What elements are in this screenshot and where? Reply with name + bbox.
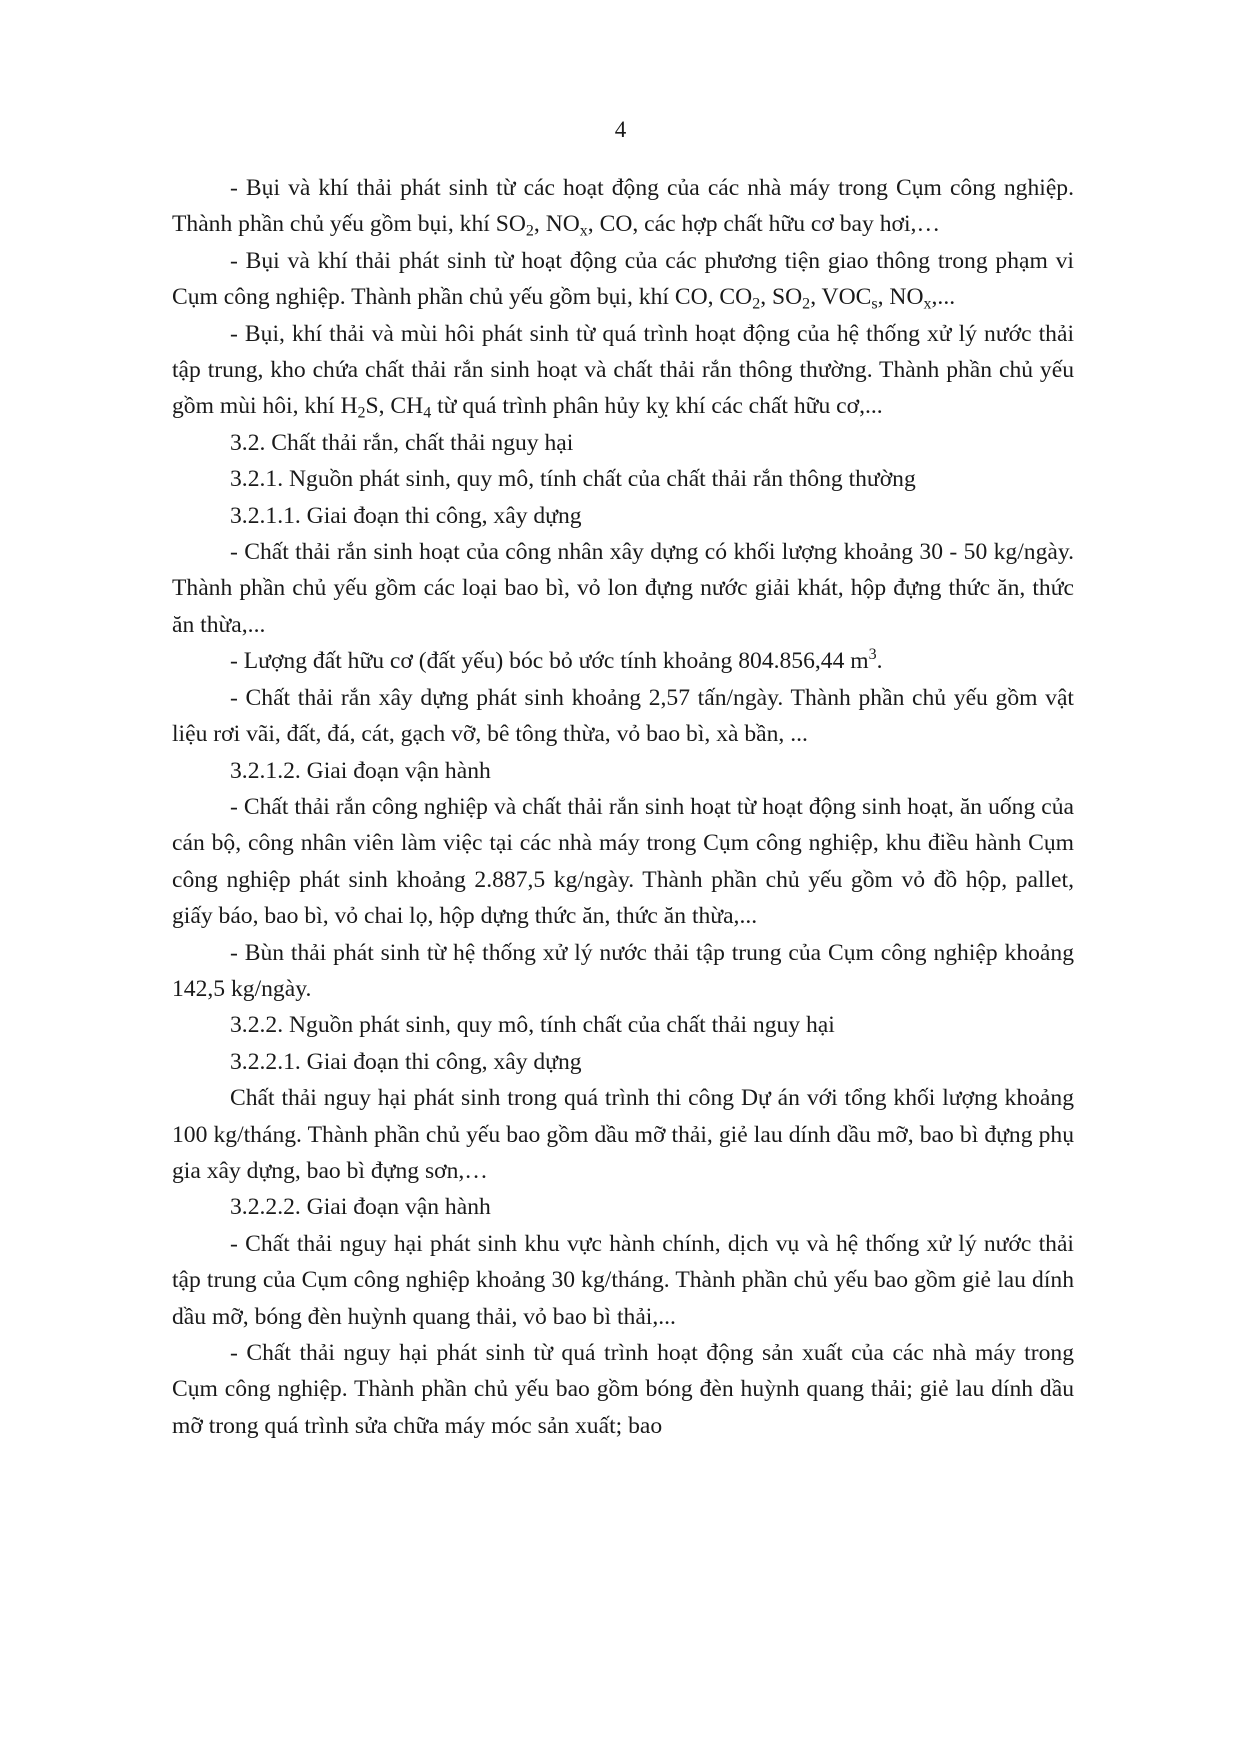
text-run: , SO	[760, 284, 803, 311]
text-run: , CO, các hợp chất hữu cơ bay hơi,…	[587, 211, 941, 238]
paragraph	[172, 170, 1074, 243]
text-run: .	[876, 648, 883, 675]
text-run: Chất thải nguy hại phát sinh trong quá trình thi công Dự án với tổng khối lượng khoảng 100 kg/tháng. Thành phần chủ yếu bao gồm dầu mỡ thải, giẻ lau dính dầu mỡ, bao bì đựng phụ gia xây dựng, bao bì đựng sơn,…	[172, 1085, 1074, 1184]
paragraph	[172, 1044, 1074, 1080]
subscript: x	[923, 295, 932, 313]
text-run: 3.2.2. Nguồn phát sinh, quy mô, tính chất của chất thải nguy hại	[230, 1012, 835, 1039]
paragraph	[172, 1080, 1074, 1189]
paragraph	[172, 1189, 1074, 1225]
text-run: , NO	[533, 211, 580, 238]
text-run: - Chất thải nguy hại phát sinh khu vực hành chính, dịch vụ và hệ thống xử lý nước thải tập trung của Cụm công nghiệp khoảng 30 kg/tháng. Thành phần chủ yếu bao gồm giẻ lau dính dầu mỡ, bóng đèn huỳnh quang thải, vỏ bao bì thải,...	[172, 1230, 1074, 1330]
text-run: - Bùn thải phát sinh từ hệ thống xử lý nước thải tập trung của Cụm công nghiệp khoảng 142,5 kg/ngày.	[172, 939, 1074, 1002]
text-run: từ quá trình phân hủy kỵ khí các chất hữu cơ,...	[431, 393, 883, 420]
subscript: 2	[802, 295, 811, 313]
text-run: S, CH	[365, 393, 424, 420]
subscript: 2	[752, 295, 761, 313]
text-run: - Bụi, khí thải và mùi hôi phát sinh từ quá trình hoạt động của hệ thống xử lý nước thải tập trung, kho chứa chất thải rắn sinh hoạt và chất thải rắn thông thường. Thành phần chủ yếu gồm mùi hôi, khí H	[172, 320, 1074, 420]
text-run: - Chất thải nguy hại phát sinh từ quá trình hoạt động sản xuất của các nhà máy trong Cụm công nghiệp. Thành phần chủ yếu bao gồm bóng đèn huỳnh quang thải; giẻ lau dính dầu mỡ trong quá trình sửa chữa máy móc sản xuất; bao	[172, 1340, 1074, 1439]
text-run: - Bụi và khí thải phát sinh từ các hoạt động của các nhà máy trong Cụm công nghiệp. Thành phần chủ yếu gồm bụi, khí SO	[172, 175, 1074, 238]
text-run: - Chất thải rắn công nghiệp và chất thải rắn sinh hoạt từ hoạt động sinh hoạt, ăn uống của cán bộ, công nhân viên làm việc tại các nhà máy trong Cụm công nghiệp, khu điều hành Cụm công nghiệp phát sinh khoảng 2.887,5 kg/ngày. Thành phần chủ yếu gồm vỏ đồ hộp, pallet, giấy báo, bao bì, vỏ chai lọ, hộp dựng thức ăn, thức ăn thừa,...	[172, 793, 1074, 930]
text-run: 3.2.1. Nguồn phát sinh, quy mô, tính chất của chất thải rắn thông thường	[230, 466, 916, 493]
text-run: - Chất thải rắn sinh hoạt của công nhân xây dựng có khối lượng khoảng 30 - 50 kg/ngày. Thành phần chủ yếu gồm các loại bao bì, vỏ lon đựng nước giải khát, hộp đựng thức ăn, thức ăn thừa,...	[172, 539, 1074, 638]
paragraph	[172, 1007, 1074, 1043]
text-run: - Lượng đất hữu cơ (đất yếu) bóc bỏ ước tính khoảng 804.856,44 m	[230, 648, 869, 675]
text-run: , VOC	[810, 284, 872, 311]
paragraph	[172, 461, 1074, 497]
paragraph	[172, 1335, 1074, 1444]
paragraph	[172, 753, 1074, 789]
paragraph	[172, 1226, 1074, 1335]
text-run: ,...	[931, 284, 956, 311]
text-run: 3.2.1.1. Giai đoạn thi công, xây dựng	[230, 502, 582, 529]
subscript: 2	[525, 222, 534, 240]
document-body	[172, 170, 1074, 1444]
text-run: 3.2.1.2. Giai đoạn vận hành	[230, 757, 491, 784]
subscript: s	[871, 295, 878, 313]
subscript: x	[579, 222, 588, 240]
subscript: 2	[357, 404, 366, 422]
text-run: - Bụi và khí thải phát sinh từ hoạt động của các phương tiện giao thông trong phạm vi Cụm công nghiệp. Thành phần chủ yếu gồm bụi, khí CO, CO	[172, 247, 1074, 311]
text-run: , NO	[877, 284, 924, 311]
paragraph	[172, 680, 1074, 753]
page-number: 4	[614, 117, 627, 142]
subscript: 4	[423, 404, 432, 422]
paragraph	[172, 498, 1074, 534]
paragraph	[172, 316, 1074, 425]
superscript: 3	[868, 646, 877, 664]
paragraph	[172, 789, 1074, 935]
paragraph	[172, 243, 1074, 316]
paragraph	[172, 643, 1074, 679]
paragraph	[172, 534, 1074, 643]
text-run: - Chất thải rắn xây dựng phát sinh khoảng 2,57 tấn/ngày. Thành phần chủ yếu gồm vật liệu rơi vãi, đất, đá, cát, gạch vỡ, bê tông thừa, vỏ bao bì, xà bần, ...	[172, 684, 1074, 748]
text-run: 3.2.2.1. Giai đoạn thi công, xây dựng	[230, 1048, 582, 1075]
text-run: 3.2. Chất thải rắn, chất thải nguy hại	[230, 429, 574, 456]
text-run: 3.2.2.2. Giai đoạn vận hành	[230, 1194, 491, 1221]
paragraph	[172, 425, 1074, 461]
paragraph	[172, 935, 1074, 1008]
